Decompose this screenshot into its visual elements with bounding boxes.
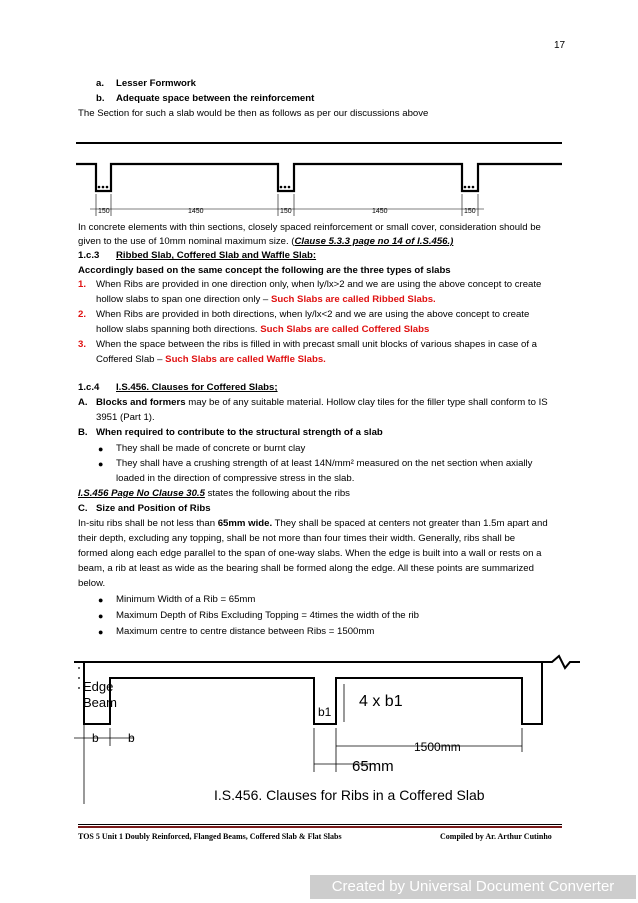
list-item-a: Lesser Formwork <box>116 78 196 89</box>
ribbed-slab-section-figure <box>76 136 562 218</box>
clause-b-text: When required to contribute to the structural strength of a slab <box>96 427 383 438</box>
bullet-icon: ● <box>98 459 104 469</box>
para2-line4: beam, a rib at least as wide as the bearing shall be formed along the edge. All these points are summarized <box>78 563 534 574</box>
page-number: 17 <box>554 40 566 51</box>
list-item-b: Adequate space between the reinforcement <box>116 93 315 104</box>
footer-left: TOS 5 Unit 1 Doubly Reinforced, Flanged Beams, Coffered Slab & Flat Slabs <box>78 832 342 841</box>
clause-c-text: Size and Position of Ribs <box>96 503 211 514</box>
clause-a-line2: 3951 (Part 1). <box>96 412 155 423</box>
heading-1c4-title: I.S.456. Clauses for Coffered Slabs; <box>116 382 278 393</box>
para1-line1: In concrete elements with thin sections, closely spaced reinforcement or small cover, consideration should be <box>78 222 541 233</box>
footer-rule <box>78 824 562 825</box>
para1-line2: given to the use of 10mm nominal maximum size. (Clause 5.3.3 page no 14 of I.S.456.) <box>78 236 454 247</box>
para2-line2: their depth, excluding any topping, shall be not more than four times their width. Generally, ribs shall be <box>78 533 516 544</box>
type-1-line1: When Ribs are provided in one direction only, when ly/lx>2 and we are using the above concept to create <box>96 279 542 290</box>
type-3-line2: Coffered Slab – Such Slabs are called Waffle Slabs. <box>96 354 326 365</box>
edge-label-line2: Beam <box>83 695 117 710</box>
clause-b-marker: B. <box>78 427 88 438</box>
section-intro: The Section for such a slab would be then as follows as per our discussions above <box>78 108 429 119</box>
dim-rib-1: 150 <box>98 208 110 215</box>
rib-width-label: 65mm <box>352 758 394 775</box>
dim-span-2: 1450 <box>372 208 388 215</box>
bullet-icon: ● <box>98 611 104 621</box>
dim-b-right: b <box>128 731 135 745</box>
type-1-line2: hollow slabs to span one direction only – Such Slabs are called Ribbed Slabs. <box>96 294 436 305</box>
para2-line5: below. <box>78 578 106 589</box>
type-2-line1: When Ribs are provided in both directions, when ly/lx<2 and we are using the above concept to create <box>96 309 530 320</box>
coffered-slab-rib-figure <box>74 654 580 820</box>
heading-1c4-num: 1.c.4 <box>78 382 100 393</box>
dim-span-1: 1450 <box>188 208 204 215</box>
clause-b-bullet-1: They shall be made of concrete or burnt clay <box>116 443 306 454</box>
dim-rib-2: 150 <box>280 208 292 215</box>
converter-banner: Created by Universal Document Converter <box>310 875 636 899</box>
heading-1c3-title: Ribbed Slab, Coffered Slab and Waffle Slab: <box>116 250 317 261</box>
footer-right: Compiled by Ar. Arthur Cutinho <box>440 832 552 841</box>
type-1-num: 1. <box>78 279 87 290</box>
clause-a-line1: Blocks and formers may be of any suitable material. Hollow clay tiles for the filler type shall conform to IS <box>96 397 548 408</box>
para2-line1: In-situ ribs shall be not less than 65mm wide. They shall be spaced at centers not greater than 1.5m apart and <box>78 518 548 529</box>
dim-rib-3: 150 <box>464 208 476 215</box>
rib-spacing-label: 1500mm <box>414 740 461 754</box>
type-3-num: 3. <box>78 339 87 350</box>
ribs-reference: I.S.456 Page No Clause 30.5 states the following about the ribs <box>78 488 350 499</box>
clause-b-bullet-2: They shall have a crushing strength of at least 14N/mm² measured on the net section when axially <box>116 458 533 469</box>
rib-b1-label: b1 <box>318 705 332 719</box>
list-marker-a: a. <box>96 78 105 89</box>
clause-a-marker: A. <box>78 397 88 408</box>
rib-depth-label: 4 x b1 <box>359 693 403 710</box>
list-marker-b: b. <box>96 93 105 104</box>
bullet-icon: ● <box>98 444 104 454</box>
clause-c-marker: C. <box>78 503 88 514</box>
clause-b-bullet-2-cont: loaded in the direction of compressive stress in the slab. <box>116 473 355 484</box>
heading-1c3-num: 1.c.3 <box>78 250 100 261</box>
footer-rule-accent <box>78 826 562 828</box>
figure-caption: I.S.456. Clauses for Ribs in a Coffered Slab <box>214 787 485 803</box>
edge-label-line1: Edge <box>83 679 114 694</box>
bullet-icon: ● <box>98 627 104 637</box>
bullet-icon: ● <box>98 595 104 605</box>
type-2-line2: hollow slabs spanning both directions. Such Slabs are called Coffered Slabs <box>96 324 430 335</box>
type-3-line1: When the space between the ribs is filled in with precast small unit blocks of various shapes in case of a <box>96 339 538 350</box>
summary-item-2: Maximum Depth of Ribs Excluding Topping = 4times the width of the rib <box>116 610 419 621</box>
type-2-num: 2. <box>78 309 87 320</box>
summary-item-1: Minimum Width of a Rib = 65mm <box>116 594 256 605</box>
summary-item-3: Maximum centre to centre distance between Ribs = 1500mm <box>116 626 375 637</box>
para2-line3: formed along each edge parallel to the span of one-way slabs. When the edge is built into a wall or rests on a <box>78 548 542 559</box>
clause-reference: Clause 5.3.3 page no 14 of I.S.456.) <box>294 236 454 247</box>
bold-intro: Accordingly based on the same concept the following are the three types of slabs <box>78 265 451 276</box>
dim-b-left: b <box>92 731 99 745</box>
